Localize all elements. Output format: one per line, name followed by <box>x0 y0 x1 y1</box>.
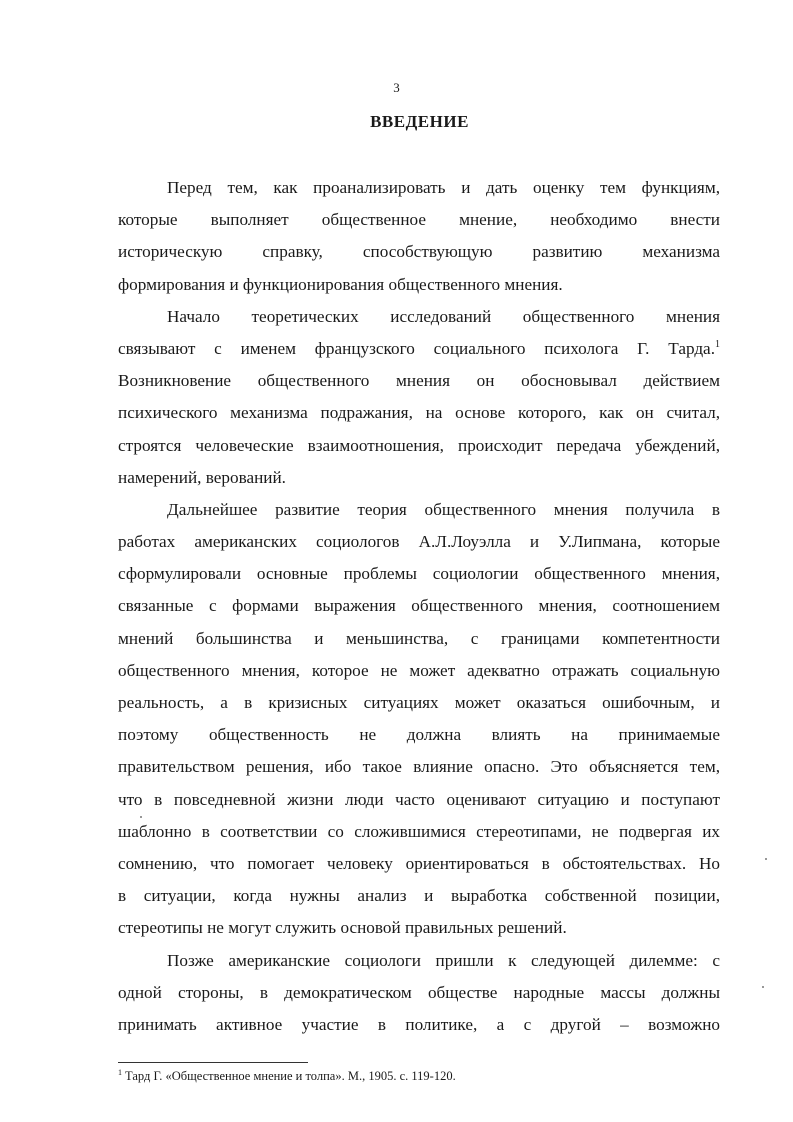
text-line: поэтому общественность не должна влиять на принимаемые <box>118 725 720 745</box>
text-line: в ситуации, когда нужны анализ и выработка собственной позиции, <box>118 886 720 906</box>
text-line: общественного мнения, которое не может адекватно отражать социальную <box>118 660 720 680</box>
text-line: стереотипы не могут служить основой правильных решений. <box>118 918 567 938</box>
text-line: связывают с именем французского социального психолога Г. Тарда. <box>118 338 715 358</box>
text-line: Возникновение общественного мнения он обосновывал действием <box>118 371 720 391</box>
text-line: связанные с формами выражения общественного мнения, соотношением <box>118 596 720 616</box>
page-number: 3 <box>393 80 400 95</box>
footnote <box>118 1069 456 1084</box>
scan-speck <box>140 816 142 818</box>
footnote-reference: 1 <box>715 338 720 350</box>
text-line: одной стороны, в демократическом обществе народные массы должны <box>118 982 720 1002</box>
text-line: шаблонно в соответствии со сложившимися стереотипами, не подвергая их <box>118 821 720 841</box>
text-line: которые выполняет общественное мнение, необходимо внести <box>118 210 720 230</box>
text-line: сформулировали основные проблемы социологии общественного мнения, <box>118 564 720 584</box>
page-title: ВВЕДЕНИЕ <box>370 112 469 131</box>
scan-speck <box>762 986 764 988</box>
text-line: работах американских социологов А.Л.Лоуэлла и У.Липмана, которые <box>118 532 720 552</box>
text-line: правительством решения, ибо такое влияние опасно. Это объясняется тем, <box>118 757 720 777</box>
text-line: намерений, верований. <box>118 467 286 487</box>
text-line: Начало теоретических исследований общественного мнения <box>167 306 720 326</box>
text-line: реальность, а в кризисных ситуациях может оказаться ошибочным, и <box>118 693 720 712</box>
text-line: строятся человеческие взаимоотношения, происходит передача убеждений, <box>118 435 720 455</box>
text-line: психического механизма подражания, на основе которого, как он считал, <box>118 403 720 423</box>
text-line: мнений большинства и меньшинства, с границами компетентности <box>118 628 720 648</box>
text-line: Позже американские социологи пришли к следующей дилемме: с <box>167 950 720 970</box>
text-line: Дальнейшее развитие теория общественного мнения получила в <box>167 499 720 519</box>
footnote-separator <box>118 1062 308 1063</box>
text-line: историческую справку, способствующую развитию механизма <box>118 242 720 262</box>
text-line: принимать активное участие в политике, а с другой – возможно <box>118 1014 720 1034</box>
text-line: Перед тем, как проанализировать и дать оценку тем функциям, <box>167 178 720 197</box>
text-line-with-footnote-ref <box>118 333 720 365</box>
scan-speck <box>765 858 767 860</box>
body-text <box>118 172 720 1041</box>
footnote-marker: 1 <box>118 1068 122 1077</box>
text-line: что в повседневной жизни люди часто оценивают ситуацию и поступают <box>118 789 720 809</box>
text-line: сомнению, что помогает человеку ориентироваться в обстоятельствах. Но <box>118 853 720 873</box>
footnote-text: Тард Г. «Общественное мнение и толпа». М., 1905. с. 119-120. <box>125 1069 456 1083</box>
text-line: формирования и функционирования общественного мнения. <box>118 274 563 294</box>
